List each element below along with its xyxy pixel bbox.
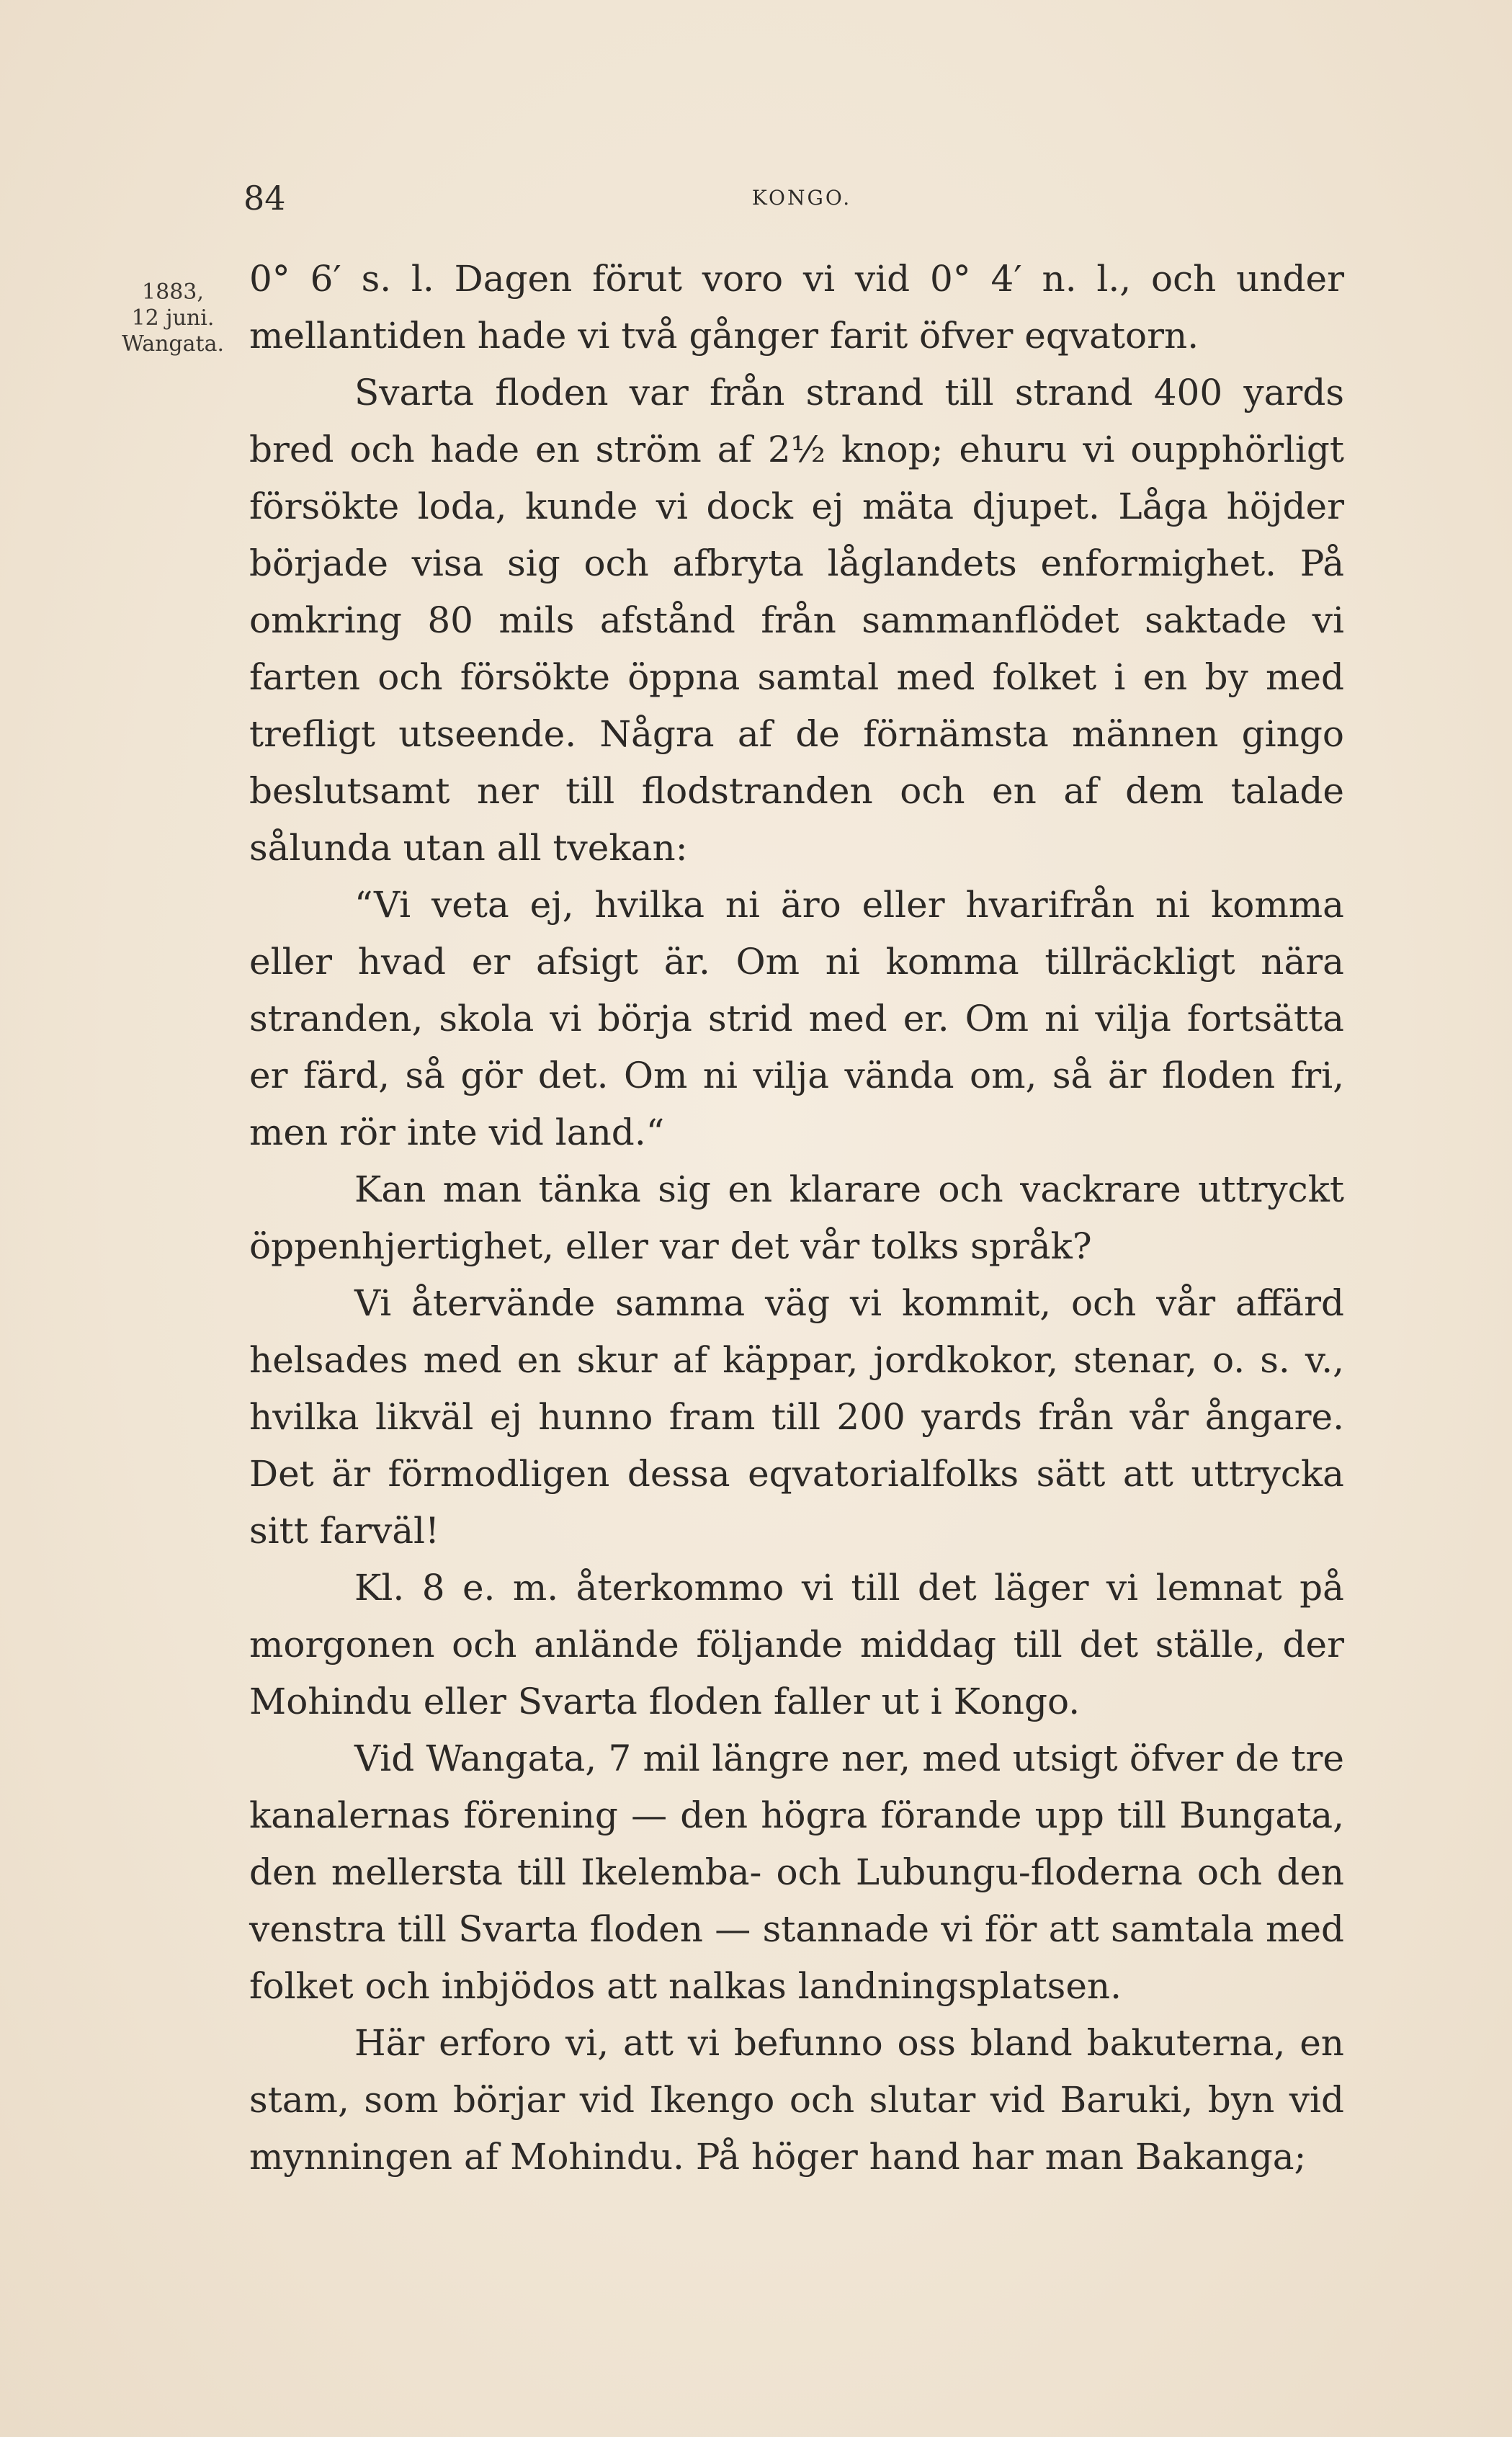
page-header bbox=[243, 179, 1360, 222]
margin-note bbox=[108, 280, 238, 357]
paragraph: Här erforo vi, att vi befunno oss bland bakuterna, en stam, som börjar vid Ikengo och slutar vid Baruki, byn vid mynningen af Mohindu. På höger hand har man Bakanga; bbox=[249, 2022, 1344, 2178]
paragraph: Vi återvände samma väg vi kommit, och vår affärd helsades med en skur af käppar, jordkokor, stenar, o. s. v., hvilka likväl ej hunno fram till 200 yards från vår ångare. Det är förmodligen dessa eqvatorialfolks sätt att uttrycka sitt farväl! bbox=[249, 1282, 1344, 1552]
body-text bbox=[249, 251, 1344, 2186]
page-number: 84 bbox=[243, 179, 286, 218]
margin-note-date: 12 juni. bbox=[131, 305, 215, 331]
paragraph: Svarta floden var från strand till strand 400 yards bred och hade en ström af 2½ knop; ehuru vi oupphörligt försökte loda, kunde vi dock ej mäta djupet. Låga höjder började visa sig och afbryta låglandets enformighet. På omkring 80 mils afstånd från sammanflödet saktade vi farten och försökte öppna samtal med folket i en by med trefligt utseende. Några af de förnämsta männen gingo beslutsamt ner till flodstranden och en af dem talade sålunda utan all tvekan: bbox=[249, 372, 1344, 869]
paragraph: “Vi veta ej, hvilka ni äro eller hvarifrån ni komma eller hvad er afsigt är. Om ni komma tillräckligt nära stranden, skola vi börja strid med er. Om ni vilja fortsätta er färd, så gör det. Om ni vilja vända om, så är floden fri, men rör inte vid land.“ bbox=[249, 884, 1344, 1153]
paragraph: Kl. 8 e. m. återkommo vi till det läger vi lemnat på morgonen och anlände följande middag till det ställe, der Mohindu eller Svarta floden faller ut i Kongo. bbox=[249, 1567, 1344, 1722]
margin-note-year: 1883, bbox=[142, 280, 204, 305]
paragraph: 0° 6′ s. l. Dagen förut voro vi vid 0° 4′ n. l., och under mellantiden hade vi två gånger farit öfver eqvatorn. bbox=[249, 258, 1344, 357]
running-title: KONGO. bbox=[751, 186, 852, 210]
paragraph: Vid Wangata, 7 mil längre ner, med utsigt öfver de tre kanalernas förening — den högra förande upp till Bungata, den mellersta till Ikelemba- och Lubungu-floderna och den venstra till Svarta floden — stannade vi för att samtala med folket och inbjödos att nalkas landningsplatsen. bbox=[249, 1738, 1344, 2007]
paragraph: Kan man tänka sig en klarare och vackrare uttryckt öppenhjertighet, eller var det vår tolks språk? bbox=[249, 1168, 1344, 1267]
margin-note-place: Wangata. bbox=[121, 331, 224, 357]
